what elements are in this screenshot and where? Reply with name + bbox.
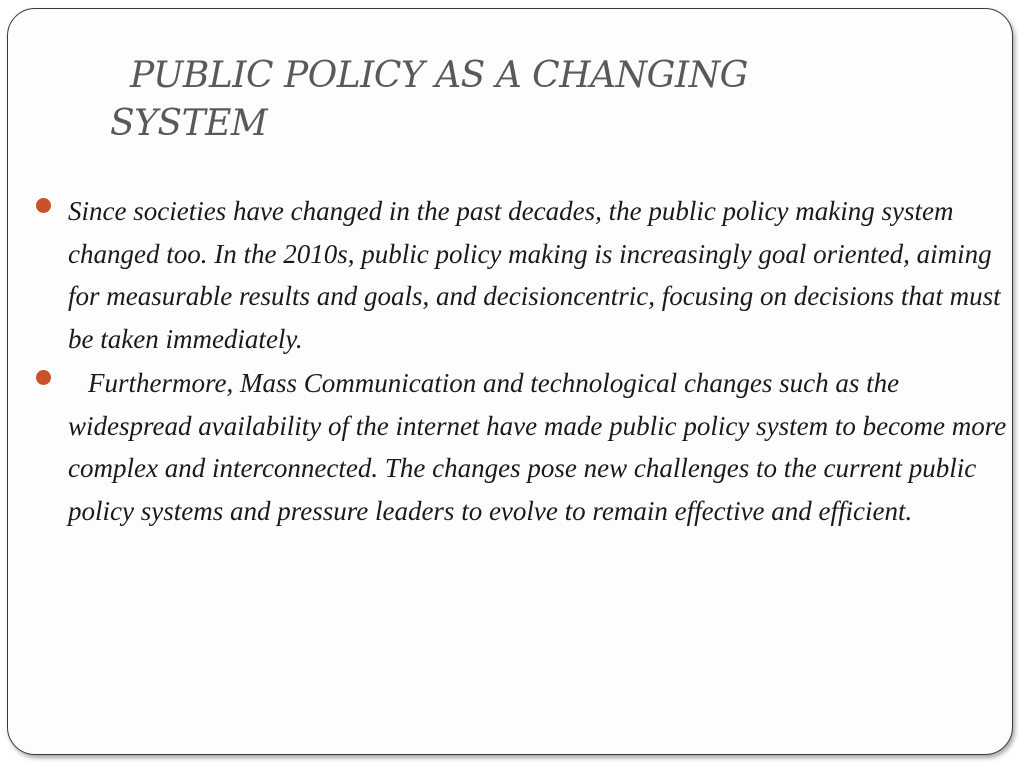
bullet-dot-icon [36, 370, 51, 385]
bullet-list [22, 190, 1007, 534]
slide-title-line-1: PUBLIC POLICY AS A CHANGING [130, 55, 748, 96]
bullet-text: Since societies have changed in the past decades, the public policy making system changed too. In the 2010s, public policy making is increasingly goal oriented, aiming for measurable results and goals, and decisioncentric, focusing on decisions that must be taken immediately. [68, 196, 1001, 354]
slide-title-line-2: SYSTEM [110, 103, 268, 144]
bullet-text: Furthermore, Mass Communication and technological changes such as the widespread availability of the internet have made public policy system to become more complex and interconnected. The changes pose new challenges to the current public policy systems and pressure leaders to evolve to remain effective and efficient. [68, 368, 1007, 526]
slide-title [110, 52, 870, 148]
bullet-dot-icon [36, 198, 51, 213]
bullet-item [22, 190, 1007, 360]
bullet-item [22, 362, 1007, 532]
